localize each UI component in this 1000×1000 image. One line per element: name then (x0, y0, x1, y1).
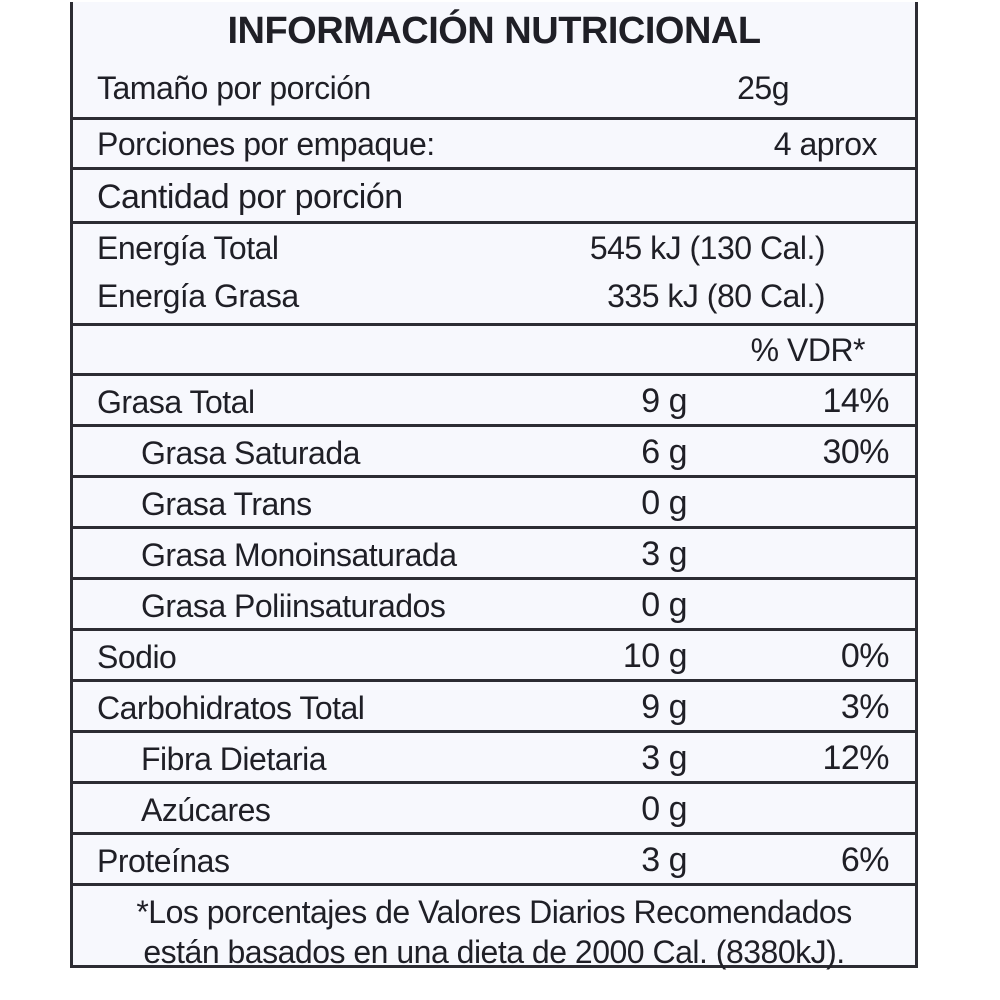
nutrient-label: Proteínas (97, 843, 230, 879)
nutrient-amount: 10 g (622, 637, 687, 675)
nutrient-percent: 6% (840, 841, 889, 879)
amount-per-serving-heading: Cantidad por porción (97, 178, 403, 216)
nutrient-label: Azúcares (141, 792, 271, 828)
nutrient-row (73, 376, 915, 427)
nutrient-label: Grasa Monoinsaturada (141, 537, 457, 573)
nutrient-amount: 3 g (641, 841, 687, 879)
nutrient-percent: 3% (840, 688, 889, 726)
nutrient-row (73, 580, 915, 631)
nutrition-facts-label (70, 2, 918, 968)
nutrient-row (73, 784, 915, 835)
nutrient-label: Fibra Dietaria (141, 741, 327, 777)
footnote-line-2: están basados en una dieta de 2000 Cal. (8380kJ). (143, 934, 845, 970)
energy-section (73, 224, 915, 326)
energy-total-value: 545 kJ (130 Cal.) (589, 230, 825, 266)
energy-fat-value: 335 kJ (80 Cal.) (607, 278, 825, 314)
energy-fat-label: Energía Grasa (97, 278, 299, 314)
servings-row (73, 120, 915, 170)
nutrient-percent: 30% (822, 433, 889, 471)
nutrient-row (73, 631, 915, 682)
nutrient-amount: 3 g (641, 535, 687, 573)
nutrient-amount: 0 g (641, 586, 687, 624)
amount-header-row (73, 170, 915, 224)
serving-size-value: 25g (737, 70, 789, 106)
nutrient-row (73, 478, 915, 529)
nutrient-percent: 14% (822, 382, 889, 420)
nutrient-amount: 9 g (641, 688, 687, 726)
nutrient-amount: 0 g (641, 484, 687, 522)
energy-total-label: Energía Total (97, 230, 279, 266)
label-title: INFORMACIÓN NUTRICIONAL (227, 10, 761, 52)
vdr-header-row (73, 326, 915, 376)
vdr-header: % VDR* (750, 332, 865, 368)
footnote-line-1: *Los porcentajes de Valores Diarios Recomendados (136, 894, 852, 930)
nutrient-row (73, 427, 915, 478)
nutrient-label: Sodio (97, 639, 177, 675)
nutrient-label: Grasa Poliinsaturados (141, 588, 446, 624)
nutrient-label: Carbohidratos Total (97, 690, 365, 726)
nutrient-amount: 9 g (641, 382, 687, 420)
header-section (73, 2, 915, 120)
nutrient-amount: 3 g (641, 739, 687, 777)
servings-label: Porciones por empaque: (97, 126, 435, 162)
nutrient-row (73, 835, 915, 886)
servings-value: 4 aprox (773, 126, 877, 162)
nutrient-percent: 0% (840, 637, 889, 675)
nutrient-row (73, 529, 915, 580)
nutrient-amount: 0 g (641, 790, 687, 828)
nutrient-label: Grasa Total (97, 384, 255, 420)
footnote-section (73, 886, 915, 968)
serving-size-label: Tamaño por porción (97, 70, 371, 106)
nutrient-percent: 12% (822, 739, 889, 777)
nutrient-amount: 6 g (641, 433, 687, 471)
nutrient-label: Grasa Saturada (141, 435, 360, 471)
nutrient-label: Grasa Trans (141, 486, 312, 522)
nutrient-row (73, 682, 915, 733)
nutrient-row (73, 733, 915, 784)
